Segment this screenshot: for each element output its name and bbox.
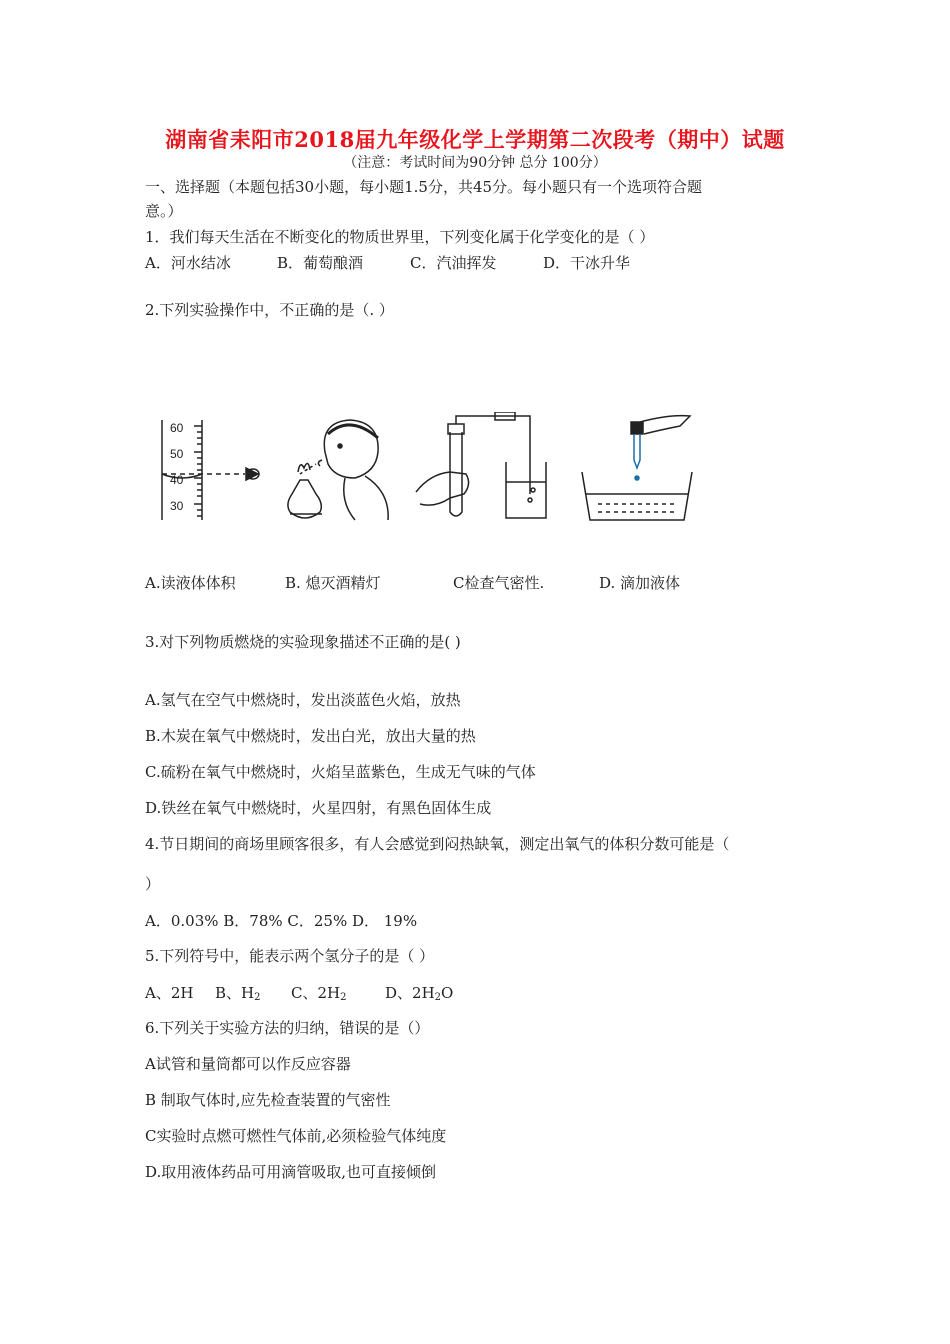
question-1-options xyxy=(145,253,630,273)
section-heading-line2: 意。） xyxy=(145,202,183,220)
q6-option-c: C实验时点燃可燃性气体前,必须检验气体纯度 xyxy=(145,1127,447,1145)
tick-label-60: 60 xyxy=(170,421,184,435)
q2-option-a: A.读液体体积 xyxy=(145,574,236,592)
dropper-drawing xyxy=(582,416,692,520)
question-3-stem: 3.对下列物质燃烧的实验现象描述不正确的是( ) xyxy=(145,633,461,651)
q1-option-c: C．汽油挥发 xyxy=(410,254,497,272)
q5-option-a: A、2H xyxy=(145,984,194,1002)
question-2-stem: 2.下列实验操作中，不正确的是（. ） xyxy=(145,301,394,319)
question-1-stem: 1．我们每天生活在不断变化的物质世界里，下列变化属于化学变化的是（ ） xyxy=(145,228,655,246)
q5-option-c: C、$2H_2$ xyxy=(291,984,347,1003)
q2-option-d: D. 滴加液体 xyxy=(599,574,681,592)
question-6-stem: 6.下列关于实验方法的归纳，错误的是（） xyxy=(145,1019,430,1037)
q5-option-d: D、$2H_2O$ xyxy=(385,984,454,1003)
q3-option-c: C.硫粉在氧气中燃烧时，火焰呈蓝紫色，生成无气味的气体 xyxy=(145,763,536,781)
exam-title: 湖南省耒阳市2018届九年级化学上学期第二次段考（期中）试题 xyxy=(165,127,785,152)
tick-label-40: 40 xyxy=(170,473,184,487)
question-4-stem-end: ） xyxy=(145,875,161,893)
question-2-options xyxy=(145,573,680,593)
question-4-stem: 4.节日期间的商场里顾客很多，有人会感觉到闷热缺氧，测定出氧气的体积分数可能是（ xyxy=(145,835,730,853)
question-2-figure xyxy=(150,412,710,532)
q1-option-d: D．干冰升华 xyxy=(543,254,631,272)
q2-option-b: B. 熄灭酒精灯 xyxy=(285,574,381,592)
q5-option-b: B、$H_2$ xyxy=(215,984,261,1003)
q2-option-c: C检查气密性. xyxy=(453,574,545,592)
tick-label-50: 50 xyxy=(170,447,184,461)
q6-option-a: A试管和量筒都可以作反应容器 xyxy=(145,1055,351,1073)
exam-note: （注意：考试时间为90分钟 总分 100分） xyxy=(343,155,607,171)
q6-option-b: B 制取气体时,应先检查装置的气密性 xyxy=(145,1091,391,1109)
q1-option-b: B．葡萄酿酒 xyxy=(277,254,364,272)
q3-option-a: A.氢气在空气中燃烧时，发出淡蓝色火焰，放热 xyxy=(145,691,461,709)
tick-label-30: 30 xyxy=(170,499,184,513)
airtightness-apparatus-drawing xyxy=(416,412,546,518)
section-heading-line1: 一、选择题（本题包括30小题，每小题1.5分，共45分。每小题只有一个选项符合题 xyxy=(145,178,703,196)
q4-options: A．0.03% B．78% C．25% D． 19% xyxy=(145,912,418,930)
q3-option-d: D.铁丝在氧气中燃烧时，火星四射，有黑色固体生成 xyxy=(145,799,492,817)
question-5-stem: 5.下列符号中，能表示两个氢分子的是（ ） xyxy=(145,947,435,965)
boy-blowing-lamp-drawing xyxy=(288,420,388,520)
q5-options xyxy=(145,983,453,1008)
q3-option-b: B.木炭在氧气中燃烧时，发出白光，放出大量的热 xyxy=(145,727,476,745)
q1-option-a: A．河水结冰 xyxy=(145,254,231,272)
q6-option-d: D.取用液体药品可用滴管吸取,也可直接倾倒 xyxy=(145,1163,437,1181)
